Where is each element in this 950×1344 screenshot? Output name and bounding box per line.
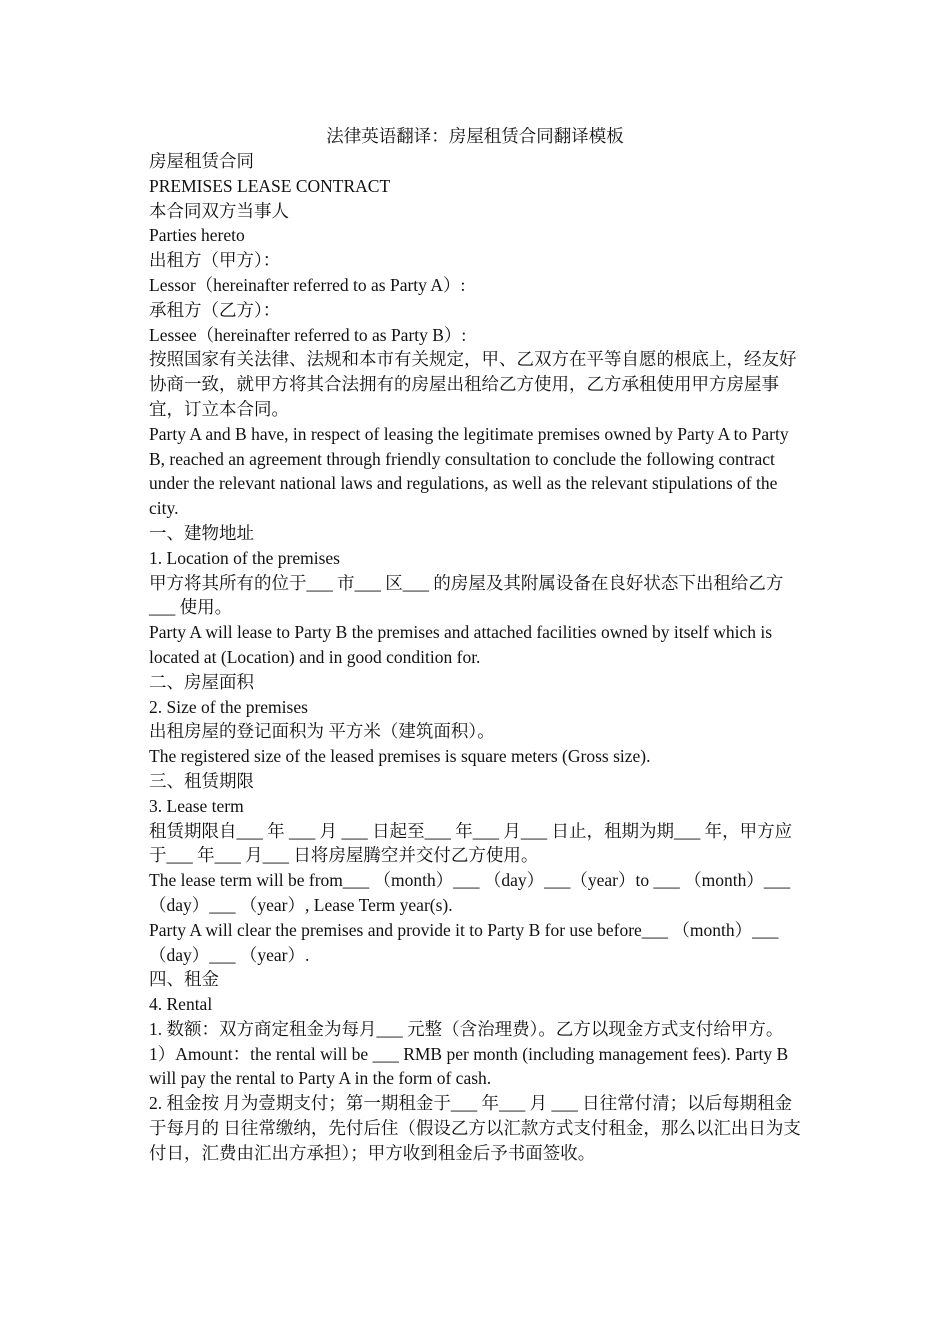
- section-1-heading-en: 1. Location of the premises: [149, 547, 340, 568]
- section-1-text-zh: 甲方将其所有的位于___ 市___ 区___ 的房屋及其附属设备在良好状态下出租给乙方___ 使用。: [149, 572, 784, 618]
- heading-en: PREMISES LEASE CONTRACT: [149, 175, 391, 196]
- heading-zh: 房屋租赁合同: [149, 151, 254, 171]
- section-2-heading-en: 2. Size of the premises: [149, 696, 308, 717]
- section-3-text-zh: 租赁期限自___ 年 ___ 月 ___ 日起至___ 年___ 月___ 日止，租期为期___ 年，甲方应于___ 年___ 月___ 日将房屋腾空并交付乙方使用。: [149, 820, 793, 866]
- lessor-label-zh: 出租方（甲方）：: [149, 250, 281, 271]
- section-4-amount-zh: 1. 数额：双方商定租金为每月___ 元整（含治理费）。乙方以现金方式支付给甲方。: [149, 1018, 784, 1039]
- document-body: [149, 149, 801, 1166]
- document-page: [149, 124, 801, 1166]
- document-title: 法律英语翻译：房屋租赁合同翻译模板: [326, 126, 624, 146]
- section-4-heading-zh: 四、租金: [149, 969, 219, 990]
- section-3-heading-en: 3. Lease term: [149, 795, 244, 816]
- section-2-heading-zh: 二、房屋面积: [149, 671, 254, 692]
- parties-heading-zh: 本合同双方当事人: [149, 200, 289, 221]
- lessee-label-zh: 承租方（乙方）：: [149, 299, 281, 320]
- section-3-clear-en: Party A will clear the premises and provide it to Party B for use before___ （month）___ （day）___ （year）.: [149, 919, 779, 965]
- preamble-zh: 按照国家有关法律、法规和本市有关规定，甲、乙双方在平等自愿的根底上，经友好协商一致，就甲方将其合法拥有的房屋出租给乙方使用，乙方承租使用甲方房屋事宜，订立本合同。: [149, 349, 797, 419]
- section-4-amount-en: 1）Amount：the rental will be ___ RMB per month (including management fees). Party B will pay the rental to Party A in the form of cash.: [149, 1043, 789, 1089]
- parties-heading-en: Parties hereto: [149, 225, 245, 246]
- section-1-heading-zh: 一、建物地址: [149, 522, 254, 543]
- section-4-heading-en: 4. Rental: [149, 994, 213, 1015]
- section-2-text-en: The registered size of the leased premises is square meters (Gross size).: [149, 746, 651, 767]
- section-3-term-en: The lease term will be from___ （month）___ （day）___（year）to ___ （month）___ （day）___ （year）, Lease Term year(s).: [149, 870, 791, 915]
- lessor-label-en: Lessor（hereinafter referred to as Party A）:: [149, 274, 466, 295]
- section-2-text-zh: 出租房屋的登记面积为 平方米（建筑面积）。: [149, 721, 495, 742]
- section-3-heading-zh: 三、租赁期限: [149, 770, 254, 791]
- section-4-payment-zh: 2. 租金按 月为壹期支付；第一期租金于___ 年___ 月 ___ 日往常付清；以后每期租金于每月的 日往常缴纳，先付后住（假设乙方以汇款方式支付租金，那么以汇出日为支付日，汇费由汇出方承担）；甲方收到租金后予书面签收。: [149, 1093, 801, 1163]
- preamble-en: Party A and B have, in respect of leasing the legitimate premises owned by Party A to Party B, reached an agreement through friendly consultation to conclude the following contract under the relevant national laws and regulations, as well as the relevant stipulations of the city.: [149, 423, 789, 519]
- lessee-label-en: Lessee（hereinafter referred to as Party B）:: [149, 324, 467, 345]
- section-1-text-en: Party A will lease to Party B the premises and attached facilities owned by itself which is located at (Location) and in good condition for.: [149, 622, 773, 667]
